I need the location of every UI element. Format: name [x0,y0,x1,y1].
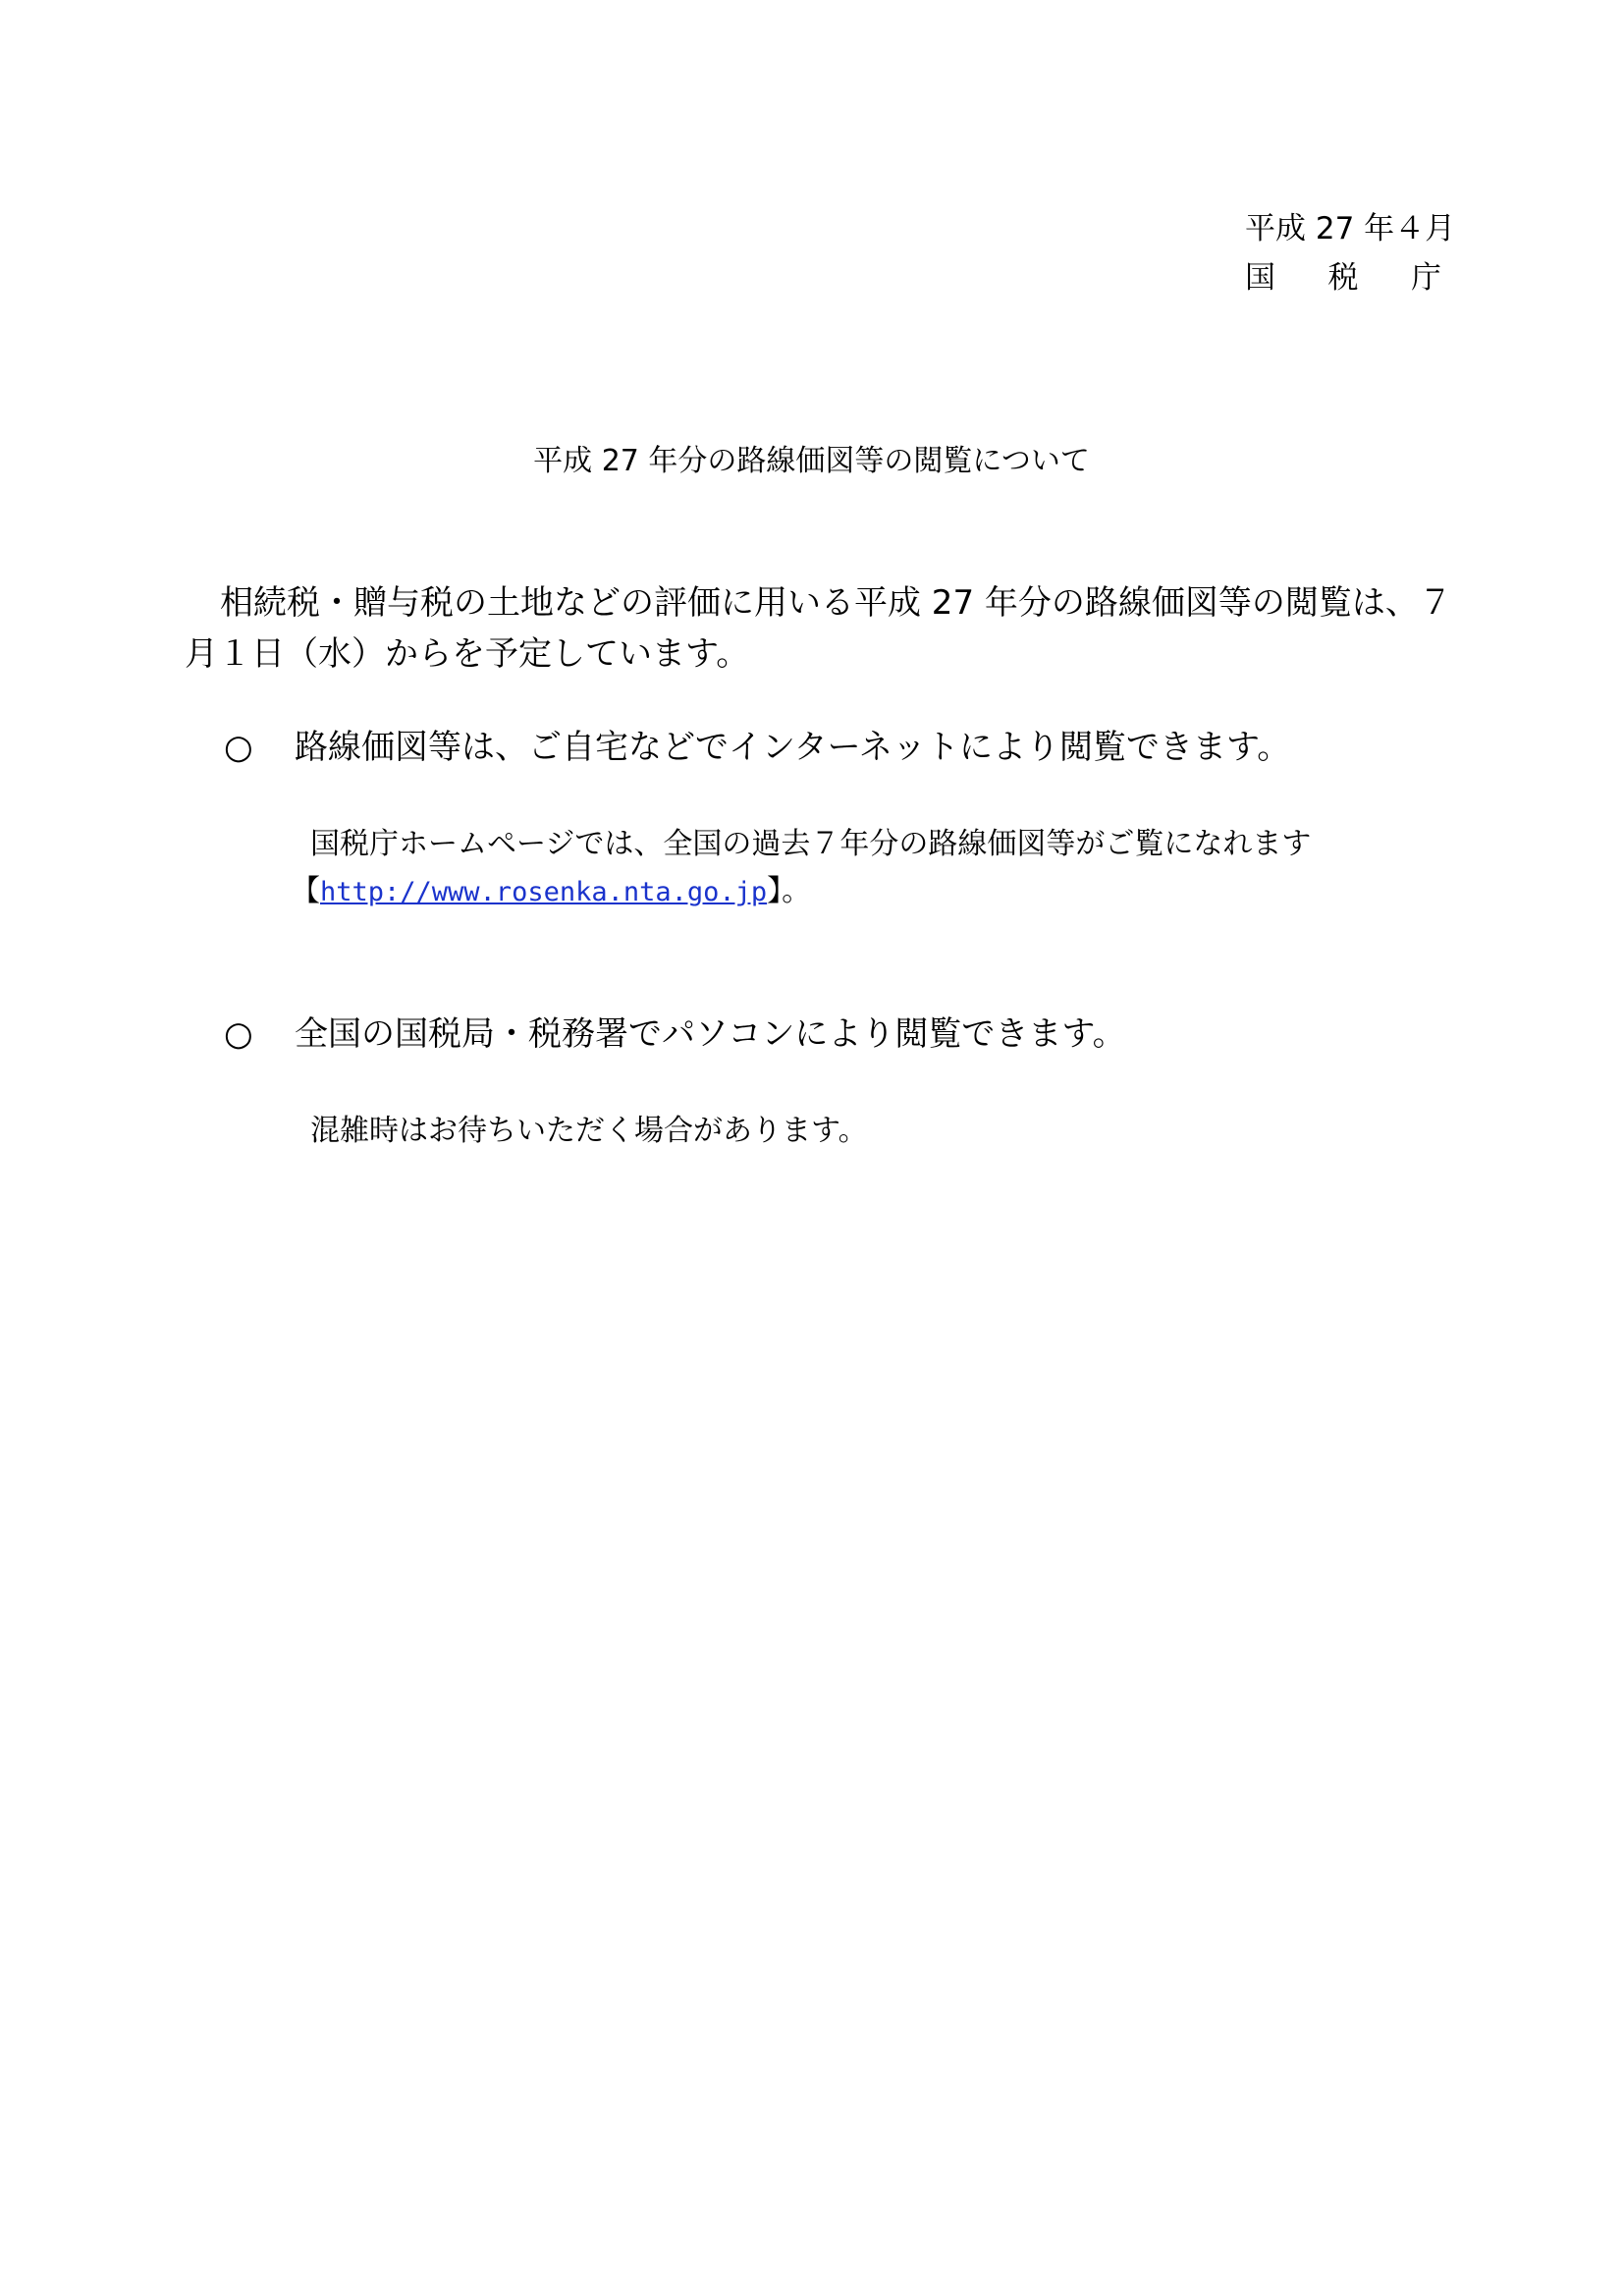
agency-char: 国 [1245,260,1275,296]
issue-date: 平成 27 年４月 [1245,211,1456,246]
bullet-item [224,1010,1126,1059]
agency-char: 税 [1327,260,1359,296]
document-header [1245,204,1456,302]
bullet-heading: 路線価図等は、ご自宅などでインターネットにより閲覧できます。 [295,728,1291,767]
rosenka-link[interactable]: http://www.rosenka.nta.go.jp [320,877,768,907]
link-line [291,868,811,916]
bracket-open: 【 [291,874,320,908]
document-title: 平成 27 年分の路線価図等の閲覧について [533,444,1090,478]
bullet-detail: 国税庁ホームページでは、全国の過去７年分の路線価図等がご覧になれます [310,827,1312,861]
circle-bullet-icon: ○ [224,728,253,767]
bracket-close: 】。 [767,874,812,908]
agency-char: 庁 [1411,260,1441,296]
intro-paragraph: 相続税・贈与税の土地などの評価に用いる平成 27 年分の路線価図等の閲覧は、７月１日（水）からを予定しています。 [185,583,1452,674]
issuing-agency [1245,253,1441,302]
bullet-detail: 混雑時はお待ちいただく場合があります。 [310,1114,868,1148]
circle-bullet-icon: ○ [224,1014,253,1054]
bullet-heading: 全国の国税局・税務署でパソコンにより閲覧できます。 [295,1014,1126,1054]
bullet-item [224,723,1290,772]
